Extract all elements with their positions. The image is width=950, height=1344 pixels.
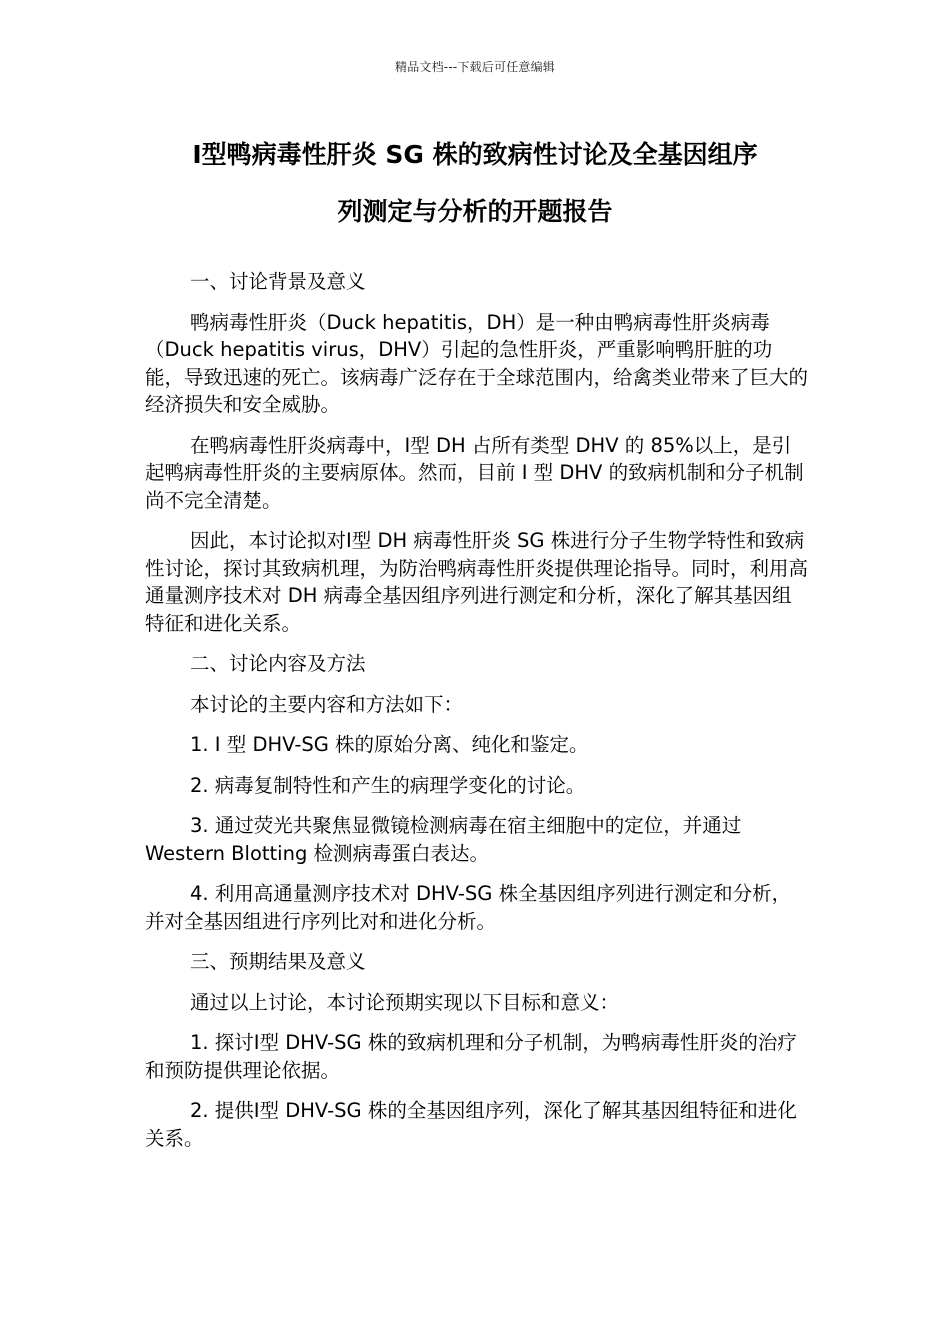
- list-item-method-3: 3. 通过荧光共聚焦显微镜检测病毒在宿主细胞中的定位，并通过 Western Blotting 检测病毒蛋白表达。: [145, 814, 742, 865]
- paragraph-methods-intro: 本讨论的主要内容和方法如下：: [190, 692, 464, 716]
- paragraph-background-2: 在鸭病毒性肝炎病毒中，Ⅰ型 DH 占所有类型 DHV 的 85%以上，是引起鸭病毒性肝炎的主要病原体。然而，目前 I 型 DHV 的致病机制和分子机制尚不完全清楚。: [145, 433, 804, 512]
- list-item-method-1: 1. I 型 DHV-SG 株的原始分离、纯化和鉴定。: [190, 733, 589, 756]
- paragraph-background-1: 鸭病毒性肝炎（Duck hepatitis，DH）是一种由鸭病毒性肝炎病毒（Duck hepatitis virus，DHV）引起的急性肝炎，严重影响鸭肝脏的功能，导致迅速的死亡。该病毒广泛存在于全球范围内，给禽类业带来了巨大的经济损失和安全威胁。: [145, 310, 809, 416]
- section-heading-results: 三、预期结果及意义: [190, 950, 366, 973]
- paragraph-results-intro: 通过以上讨论，本讨论预期实现以下目标和意义：: [190, 990, 620, 1014]
- document-title-line-2: 列测定与分析的开题报告: [337, 197, 613, 226]
- list-item-method-4: 4. 利用高通量测序技术对 DHV-SG 株全基因组序列进行测定和分析，并对全基因组进行序列比对和进化分析。: [145, 882, 792, 933]
- section-heading-background: 一、讨论背景及意义: [190, 270, 366, 293]
- document-body: [145, 268, 810, 1165]
- paragraph-background-3: 因此，本讨论拟对Ⅰ型 DH 病毒性肝炎 SG 株进行分子生物学特性和致病性讨论，探讨其致病机理，为防治鸭病毒性肝炎提供理论指导。同时，利用高通量测序技术对 DH 病毒全基因组序列进行测定和分析，深化了解其基因组特征和进化关系。: [145, 529, 809, 635]
- section-heading-methods: 二、讨论内容及方法: [190, 652, 366, 675]
- header-note: 精品文档---下载后可任意编辑: [395, 60, 555, 74]
- list-item-method-2: 2. 病毒复制特性和产生的病理学变化的讨论。: [190, 773, 586, 797]
- list-item-result-1: 1. 探讨Ⅰ型 DHV-SG 株的致病机理和分子机制，为鸭病毒性肝炎的治疗和预防提供理论依据。: [145, 1031, 797, 1082]
- document-title-line-1: Ⅰ型鸭病毒性肝炎 SG 株的致病性讨论及全基因组序: [192, 140, 758, 169]
- list-item-result-2: 2. 提供Ⅰ型 DHV-SG 株的全基因组序列，深化了解其基因组特征和进化关系。: [145, 1099, 797, 1150]
